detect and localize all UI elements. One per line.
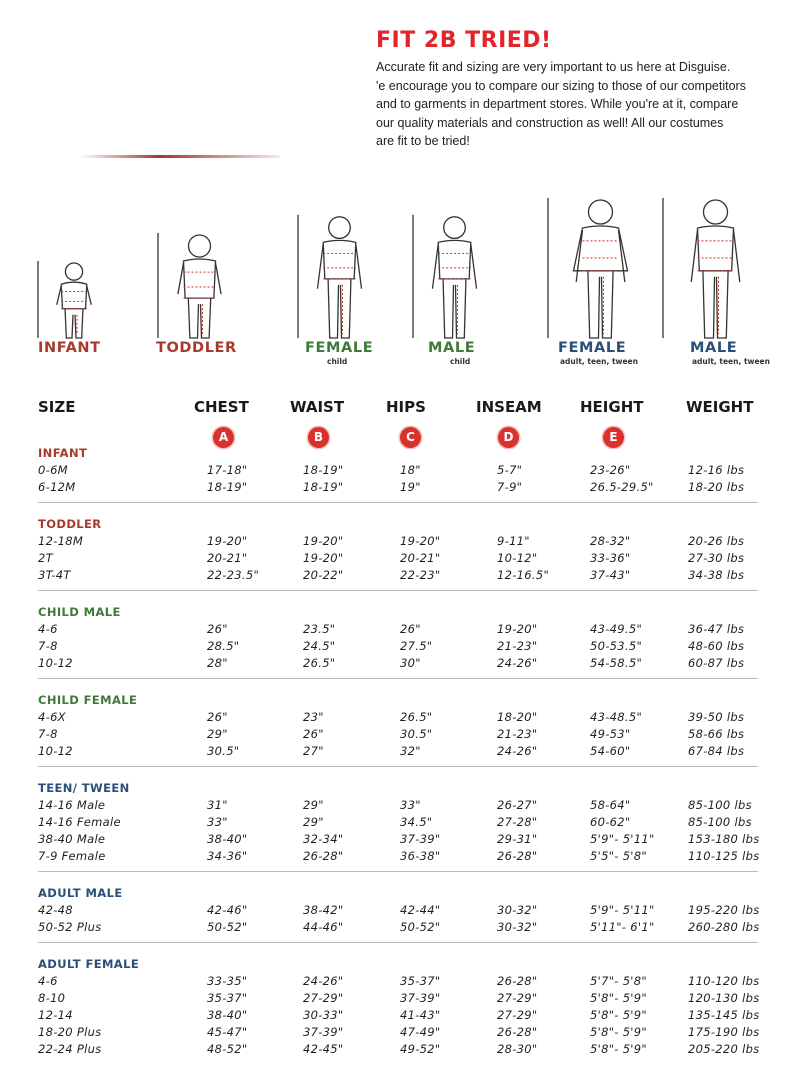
table-cell: 26" <box>207 710 228 724</box>
table-cell: 10-12 <box>38 656 73 670</box>
table-cell: 42-44" <box>400 903 441 917</box>
figure-label: MALE <box>690 340 738 356</box>
table-cell: 29" <box>303 815 324 829</box>
table-cell: 27-28" <box>497 815 538 829</box>
table-cell: 21-23" <box>497 727 538 741</box>
table-cell: 42-45" <box>303 1042 344 1056</box>
table-cell: 38-42" <box>303 903 344 917</box>
group-divider <box>38 766 758 767</box>
group-divider <box>38 678 758 679</box>
table-cell: 26-28" <box>303 849 344 863</box>
table-cell: 33" <box>207 815 228 829</box>
table-cell: 26.5" <box>303 656 336 670</box>
table-cell: 4-6X <box>38 710 66 724</box>
table-cell: 26.5" <box>400 710 433 724</box>
figure-label: FEMALE <box>558 340 627 356</box>
table-cell: 7-8 <box>38 727 58 741</box>
decorative-line <box>80 155 280 158</box>
table-cell: 260-280 lbs <box>688 920 760 934</box>
table-row <box>0 903 800 920</box>
table-cell: 23" <box>303 710 324 724</box>
figure-label: INFANT <box>38 340 101 356</box>
table-row <box>0 798 800 815</box>
table-cell: 35-37" <box>400 974 441 988</box>
table-cell: 5'9"- 5'11" <box>590 832 655 846</box>
table-cell: 43-48.5" <box>590 710 643 724</box>
table-cell: 18-19" <box>303 480 344 494</box>
table-cell: 41-43" <box>400 1008 441 1022</box>
page-title: FIT 2B TRIED! <box>376 28 552 53</box>
table-cell: 28-30" <box>497 1042 538 1056</box>
intro-line: 'e encourage you to compare our sizing to those of our competitors <box>376 78 746 93</box>
table-cell: 18-20 Plus <box>38 1025 102 1039</box>
table-cell: 18-20 lbs <box>688 480 745 494</box>
table-cell: 18-19" <box>303 463 344 477</box>
intro-line: and to garments in department stores. While you're at it, compare <box>376 97 739 111</box>
table-row <box>0 849 800 866</box>
table-cell: 110-125 lbs <box>688 849 760 863</box>
table-cell: 26-28" <box>497 1025 538 1039</box>
table-cell: 31" <box>207 798 228 812</box>
table-cell: 22-24 Plus <box>38 1042 102 1056</box>
table-cell: 24-26" <box>497 744 538 758</box>
table-header <box>0 398 800 418</box>
figure-label: TODDLER <box>156 340 237 356</box>
measurement-letters <box>0 427 800 451</box>
table-cell: 30-32" <box>497 920 538 934</box>
table-row <box>0 622 800 639</box>
table-cell: 5'11"- 6'1" <box>590 920 655 934</box>
table-cell: 32-34" <box>303 832 344 846</box>
table-cell: 44-46" <box>303 920 344 934</box>
table-cell: 27-29" <box>497 1008 538 1022</box>
table-row <box>0 727 800 744</box>
table-cell: 29-31" <box>497 832 538 846</box>
table-row <box>0 463 800 480</box>
table-cell: 34-36" <box>207 849 248 863</box>
table-cell: 26-27" <box>497 798 538 812</box>
table-cell: 23.5" <box>303 622 336 636</box>
group-title: INFANT <box>38 446 88 460</box>
table-cell: 12-16 lbs <box>688 463 745 477</box>
table-cell: 42-46" <box>207 903 248 917</box>
figure-sublabel: adult, teen, tween <box>560 357 638 366</box>
table-cell: 5-7" <box>497 463 523 477</box>
table-cell: 7-8 <box>38 639 58 653</box>
table-cell: 20-21" <box>207 551 248 565</box>
table-cell: 50-53.5" <box>590 639 643 653</box>
measure-letter-e: E <box>603 427 624 448</box>
table-cell: 38-40 Male <box>38 832 106 846</box>
table-cell: 8-10 <box>38 991 66 1005</box>
table-cell: 110-120 lbs <box>688 974 760 988</box>
table-cell: 48-52" <box>207 1042 248 1056</box>
table-row <box>0 920 800 937</box>
table-cell: 37-39" <box>303 1025 344 1039</box>
table-cell: 22-23.5" <box>207 568 260 582</box>
table-row <box>0 656 800 673</box>
table-cell: 2T <box>38 551 53 565</box>
table-cell: 50-52 Plus <box>38 920 102 934</box>
table-cell: 85-100 lbs <box>688 798 752 812</box>
table-cell: 30.5" <box>400 727 433 741</box>
table-cell: 49-53" <box>590 727 631 741</box>
table-cell: 50-52" <box>400 920 441 934</box>
table-cell: 12-18M <box>38 534 84 548</box>
table-cell: 5'9"- 5'11" <box>590 903 655 917</box>
body-outline-icon <box>290 190 380 340</box>
table-cell: 3T-4T <box>38 568 71 582</box>
figure-label: FEMALE <box>305 340 374 356</box>
table-row <box>0 710 800 727</box>
intro-text <box>376 58 786 151</box>
table-cell: 14-16 Female <box>38 815 121 829</box>
table-cell: 67-84 lbs <box>688 744 745 758</box>
table-cell: 19-20" <box>497 622 538 636</box>
table-cell: 5'8"- 5'9" <box>590 1008 647 1022</box>
table-cell: 12-14 <box>38 1008 73 1022</box>
table-cell: 85-100 lbs <box>688 815 752 829</box>
table-cell: 33" <box>400 798 421 812</box>
table-row <box>0 639 800 656</box>
table-cell: 54-60" <box>590 744 631 758</box>
table-cell: 18" <box>400 463 421 477</box>
table-row <box>0 832 800 849</box>
table-cell: 26-28" <box>497 974 538 988</box>
table-row <box>0 480 800 497</box>
table-row <box>0 551 800 568</box>
column-header-inseam: INSEAM <box>476 398 542 416</box>
group-title: TODDLER <box>38 517 102 531</box>
table-cell: 28-32" <box>590 534 631 548</box>
table-cell: 27-29" <box>497 991 538 1005</box>
table-row <box>0 744 800 761</box>
table-cell: 10-12 <box>38 744 73 758</box>
table-cell: 50-52" <box>207 920 248 934</box>
table-cell: 19-20" <box>303 534 344 548</box>
table-cell: 58-66 lbs <box>688 727 745 741</box>
body-outline-icon <box>405 190 495 340</box>
table-cell: 36-47 lbs <box>688 622 745 636</box>
column-header-weight: WEIGHT <box>686 398 754 416</box>
table-cell: 29" <box>303 798 324 812</box>
table-cell: 17-18" <box>207 463 248 477</box>
intro-line: our quality materials and construction as well! All our costumes <box>376 115 724 130</box>
table-cell: 27" <box>303 744 324 758</box>
table-row <box>0 974 800 991</box>
table-cell: 5'7"- 5'8" <box>590 974 647 988</box>
table-cell: 29" <box>207 727 228 741</box>
table-cell: 27.5" <box>400 639 433 653</box>
table-cell: 20-22" <box>303 568 344 582</box>
table-cell: 34.5" <box>400 815 433 829</box>
table-cell: 153-180 lbs <box>688 832 760 846</box>
group-title: CHILD MALE <box>38 605 121 619</box>
table-cell: 6-12M <box>38 480 76 494</box>
table-cell: 28" <box>207 656 228 670</box>
table-cell: 19-20" <box>303 551 344 565</box>
table-cell: 30" <box>400 656 421 670</box>
figure-label: MALE <box>428 340 476 356</box>
table-row <box>0 534 800 551</box>
table-cell: 35-37" <box>207 991 248 1005</box>
table-cell: 120-130 lbs <box>688 991 760 1005</box>
table-cell: 18-20" <box>497 710 538 724</box>
table-cell: 175-190 lbs <box>688 1025 760 1039</box>
table-cell: 30-32" <box>497 903 538 917</box>
table-cell: 26.5-29.5" <box>590 480 654 494</box>
table-cell: 5'8"- 5'9" <box>590 1042 647 1056</box>
table-cell: 10-12" <box>497 551 538 565</box>
table-row <box>0 815 800 832</box>
table-cell: 7-9 Female <box>38 849 106 863</box>
table-cell: 33-36" <box>590 551 631 565</box>
table-cell: 195-220 lbs <box>688 903 760 917</box>
body-outline-icon <box>655 190 765 340</box>
table-cell: 45-47" <box>207 1025 248 1039</box>
table-cell: 24-26" <box>303 974 344 988</box>
table-cell: 26-28" <box>497 849 538 863</box>
table-cell: 18-19" <box>207 480 248 494</box>
table-cell: 54-58.5" <box>590 656 643 670</box>
table-cell: 26" <box>400 622 421 636</box>
table-cell: 60-62" <box>590 815 631 829</box>
table-cell: 5'8"- 5'9" <box>590 1025 647 1039</box>
group-title: ADULT FEMALE <box>38 957 140 971</box>
table-cell: 5'5"- 5'8" <box>590 849 647 863</box>
table-cell: 58-64" <box>590 798 631 812</box>
table-cell: 27-30 lbs <box>688 551 745 565</box>
group-divider <box>38 590 758 591</box>
table-row <box>0 1008 800 1025</box>
table-row <box>0 568 800 585</box>
table-cell: 47-49" <box>400 1025 441 1039</box>
figure-sublabel: child <box>450 357 471 366</box>
table-cell: 12-16.5" <box>497 568 550 582</box>
table-cell: 14-16 Male <box>38 798 106 812</box>
table-cell: 20-21" <box>400 551 441 565</box>
table-cell: 0-6M <box>38 463 68 477</box>
table-cell: 36-38" <box>400 849 441 863</box>
column-header-waist: WAIST <box>290 398 345 416</box>
table-cell: 5'8"- 5'9" <box>590 991 647 1005</box>
measure-letter-c: C <box>400 427 421 448</box>
table-cell: 22-23" <box>400 568 441 582</box>
column-header-chest: CHEST <box>194 398 249 416</box>
body-outline-icon <box>150 190 240 340</box>
group-divider <box>38 502 758 503</box>
table-cell: 23-26" <box>590 463 631 477</box>
body-outline-icon <box>540 190 650 340</box>
table-cell: 20-26 lbs <box>688 534 745 548</box>
table-cell: 30.5" <box>207 744 240 758</box>
table-cell: 24-26" <box>497 656 538 670</box>
table-cell: 9-11" <box>497 534 530 548</box>
column-header-size: SIZE <box>38 398 76 416</box>
measure-letter-d: D <box>498 427 519 448</box>
table-cell: 48-60 lbs <box>688 639 745 653</box>
table-cell: 30-33" <box>303 1008 344 1022</box>
table-cell: 37-43" <box>590 568 631 582</box>
group-divider <box>38 871 758 872</box>
measure-letter-a: A <box>213 427 234 448</box>
table-cell: 26" <box>207 622 228 636</box>
table-cell: 37-39" <box>400 991 441 1005</box>
table-cell: 135-145 lbs <box>688 1008 760 1022</box>
table-row <box>0 991 800 1008</box>
table-cell: 24.5" <box>303 639 336 653</box>
table-cell: 26" <box>303 727 324 741</box>
table-cell: 49-52" <box>400 1042 441 1056</box>
table-cell: 60-87 lbs <box>688 656 745 670</box>
table-cell: 205-220 lbs <box>688 1042 760 1056</box>
group-title: TEEN/ TWEEN <box>38 781 130 795</box>
measure-letter-b: B <box>308 427 329 448</box>
table-cell: 38-40" <box>207 1008 248 1022</box>
column-header-hips: HIPS <box>386 398 426 416</box>
table-cell: 38-40" <box>207 832 248 846</box>
group-title: ADULT MALE <box>38 886 123 900</box>
table-cell: 33-35" <box>207 974 248 988</box>
table-cell: 34-38 lbs <box>688 568 745 582</box>
body-figures <box>0 190 800 370</box>
group-title: CHILD FEMALE <box>38 693 138 707</box>
intro-line: are fit to be tried! <box>376 134 470 148</box>
table-cell: 28.5" <box>207 639 240 653</box>
table-cell: 39-50 lbs <box>688 710 745 724</box>
figure-sublabel: child <box>327 357 348 366</box>
table-cell: 7-9" <box>497 480 523 494</box>
figure-sublabel: adult, teen, tween <box>692 357 770 366</box>
table-cell: 4-6 <box>38 974 58 988</box>
intro-line: Accurate fit and sizing are very important to us here at Disguise. <box>376 60 731 74</box>
table-cell: 4-6 <box>38 622 58 636</box>
table-cell: 19" <box>400 480 421 494</box>
body-outline-icon <box>30 190 110 340</box>
table-row <box>0 1025 800 1042</box>
column-header-height: HEIGHT <box>580 398 644 416</box>
table-cell: 19-20" <box>400 534 441 548</box>
table-cell: 32" <box>400 744 421 758</box>
table-cell: 43-49.5" <box>590 622 643 636</box>
table-cell: 27-29" <box>303 991 344 1005</box>
table-cell: 42-48 <box>38 903 73 917</box>
table-row <box>0 1042 800 1059</box>
table-cell: 21-23" <box>497 639 538 653</box>
group-divider <box>38 942 758 943</box>
table-cell: 19-20" <box>207 534 248 548</box>
table-cell: 37-39" <box>400 832 441 846</box>
